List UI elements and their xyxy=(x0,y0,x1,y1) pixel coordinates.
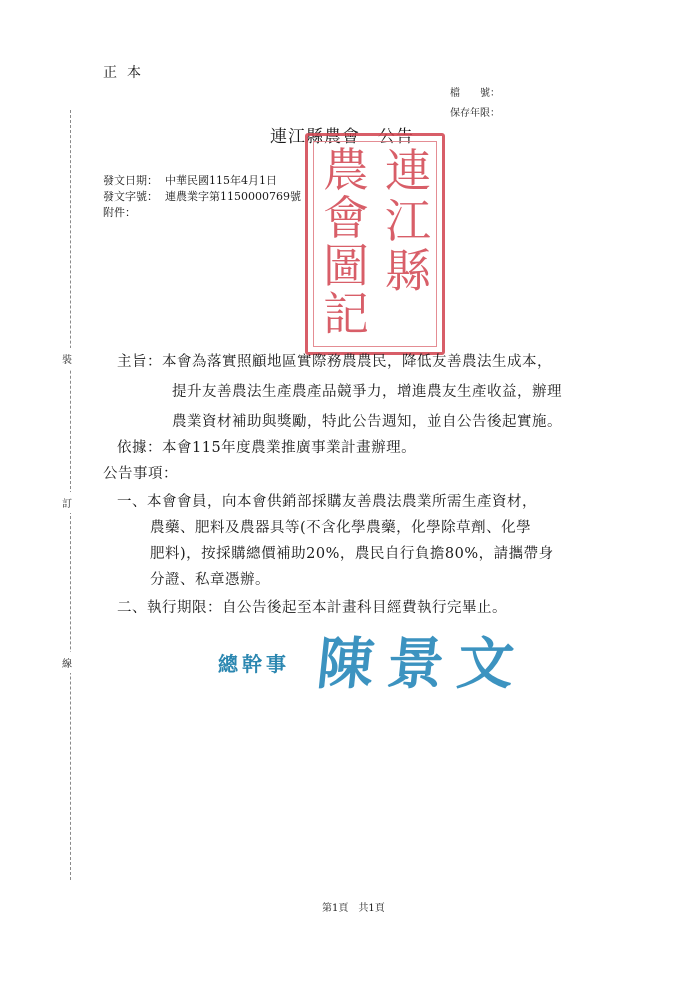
issue-no: 連農業字第1150000769號 xyxy=(165,190,301,203)
item-1-line-4: 分證、私章憑辦。 xyxy=(150,572,270,588)
archive-no-label: 檔 號： xyxy=(450,88,500,99)
item-1-line-2: 農藥、肥料及農器具等(不含化學農藥，化學除草劑、化學 xyxy=(150,520,532,536)
subject-line-2: 提升友善農法生產農產品競爭力，增進農友生產收益，辦理 xyxy=(172,384,562,400)
official-seal xyxy=(305,133,445,355)
items-heading: 公告事項： xyxy=(103,466,178,482)
retention-label: 保存年限： xyxy=(450,108,500,119)
issue-date: 中華民國115年4月1日 xyxy=(165,174,277,187)
seal-char: 江 xyxy=(385,194,431,248)
attachment-row xyxy=(103,204,165,220)
seal-column-left xyxy=(316,143,376,341)
document-title: 連江縣農會 公告 xyxy=(270,127,414,147)
seal-char: 記 xyxy=(323,287,369,341)
attachment-label: 附件： xyxy=(103,206,136,219)
binding-char-xian: 線 xyxy=(62,652,72,673)
signature-title: 總幹事 xyxy=(218,652,290,676)
item-2-line: 二、執行期限：自公告後起至本計畫科目經費執行完畢止。 xyxy=(117,600,507,616)
binding-char-zhuang: 裝 xyxy=(62,348,72,369)
issue-date-label: 發文日期： xyxy=(103,174,158,187)
binding-char-ding: 訂 xyxy=(62,492,72,513)
seal-char: 縣 xyxy=(385,244,431,298)
subject-line-3: 農業資材補助與獎勵，特此公告週知，並自公告後起實施。 xyxy=(172,414,562,430)
copy-mark: 正本 xyxy=(103,65,151,81)
item-1-line-1: 一、本會會員，向本會供銷部採購友善農法農業所需生產資材， xyxy=(117,494,537,510)
seal-char: 圖 xyxy=(323,239,369,293)
subject-line-1: 主旨：本會為落實照顧地區實際務農農民，降低友善農法生成本， xyxy=(117,354,552,370)
signature-name-stamp: 陳景文 xyxy=(314,631,532,697)
issue-no-row xyxy=(103,188,301,204)
basis-line: 依據：本會115年度農業推廣事業計畫辦理。 xyxy=(117,440,417,456)
item-1-line-3: 肥料)，按採購總價補助20%，農民自行負擔80%，請攜帶身 xyxy=(150,546,554,562)
issue-no-label: 發文字號： xyxy=(103,190,158,203)
seal-char: 農 xyxy=(323,143,369,197)
seal-char: 會 xyxy=(323,191,369,245)
seal-char: 連 xyxy=(385,144,431,198)
issue-date-row xyxy=(103,172,277,188)
page-footer: 第1頁 共1頁 xyxy=(322,903,385,914)
seal-column-right xyxy=(378,146,438,296)
